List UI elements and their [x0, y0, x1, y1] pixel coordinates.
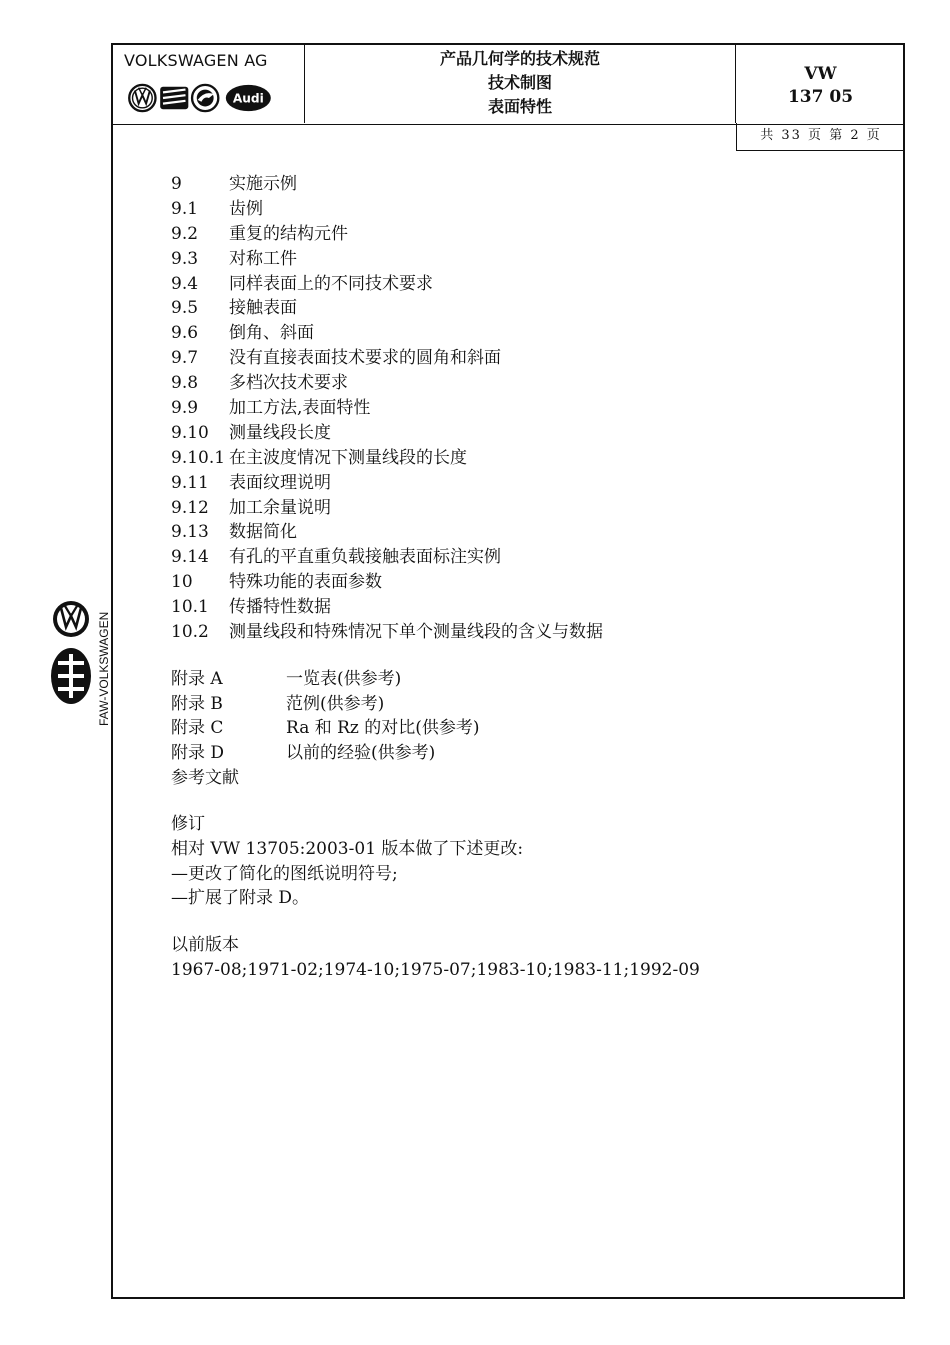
toc-title: 多档次技术要求	[229, 373, 348, 394]
revision-line: —更改了简化的图纸说明符号;	[171, 863, 398, 884]
toc-title: 特殊功能的表面参数	[229, 572, 382, 593]
toc-title: 加工方法,表面特性	[229, 398, 371, 419]
toc-title: 齿例	[229, 198, 263, 219]
bibliography-entry	[171, 766, 700, 791]
toc-title: 没有直接表面技术要求的圆角和斜面	[229, 348, 501, 369]
toc-title: 接触表面	[229, 298, 297, 319]
toc-title: 有孔的平直重负载接触表面标注实例	[229, 547, 501, 568]
toc-entry	[171, 421, 700, 446]
company-name: VOLKSWAGEN AG	[124, 51, 268, 70]
previous-editions-heading: 以前版本	[171, 935, 239, 956]
toc-entry	[171, 620, 700, 645]
title-block	[113, 45, 903, 125]
annex-list	[171, 667, 700, 790]
toc-entry	[171, 396, 700, 421]
toc-number: 9.6	[171, 323, 199, 344]
revision-line: —扩展了附录 D。	[171, 888, 310, 909]
revision-line: 相对 VW 13705:2003-01 版本做了下述更改:	[171, 839, 524, 860]
toc-entry	[171, 172, 700, 197]
title-line: 产品几何学的技术规范	[439, 49, 600, 68]
toc-number: 9	[171, 174, 182, 194]
toc-number: 9.9	[171, 398, 199, 419]
toc-title: 同样表面上的不同技术要求	[229, 273, 433, 294]
toc-number: 9.4	[171, 273, 199, 294]
revision-heading: 修订	[171, 814, 205, 835]
doc-number: 137 05	[787, 87, 854, 107]
toc-number: 9.14	[171, 547, 209, 568]
page-counter: 共 33 页 第 2 页	[736, 123, 905, 151]
toc-number: 9.10.1	[171, 447, 226, 468]
toc-entry	[171, 371, 700, 396]
toc-entry	[171, 296, 700, 321]
toc-number: 9.10	[171, 422, 209, 443]
toc-entry	[171, 321, 700, 346]
toc-title: 传播特性数据	[229, 597, 331, 618]
annex-entry	[171, 692, 700, 717]
svg-text:Audi: Audi	[232, 91, 264, 106]
document-number-cell	[736, 45, 905, 123]
toc-entry	[171, 496, 700, 521]
bibliography-title: 参考文献	[171, 767, 239, 788]
annex-label: 附录 D	[171, 742, 225, 763]
toc-number: 9.3	[171, 248, 199, 269]
toc-entry	[171, 197, 700, 222]
toc-number: 10	[171, 572, 193, 593]
toc-title: 表面纹理说明	[229, 472, 331, 493]
toc-number: 9.1	[171, 198, 199, 219]
toc-title: 加工余量说明	[229, 497, 331, 518]
annex-title: 以前的经验(供参考)	[286, 742, 436, 763]
toc-title: 测量线段和特殊情况下单个测量线段的含义与数据	[229, 622, 603, 643]
faw-volkswagen-logo	[44, 594, 114, 734]
annex-entry	[171, 667, 700, 692]
audi-logo	[226, 85, 271, 111]
toc-entry	[171, 471, 700, 496]
toc-entry	[171, 346, 700, 371]
toc-entry	[171, 570, 700, 595]
annex-label: 附录 B	[171, 693, 223, 714]
toc-title: 在主波度情况下测量线段的长度	[229, 447, 467, 468]
revision-section	[171, 812, 700, 911]
toc-number: 9.2	[171, 223, 199, 244]
toc-entry	[171, 222, 700, 247]
annex-title: 范例(供参考)	[286, 693, 385, 714]
toc-number: 10.2	[171, 622, 209, 643]
faw-side-logo	[51, 648, 91, 704]
table-of-contents	[171, 172, 700, 645]
toc-entry	[171, 247, 700, 272]
seat-logo	[160, 87, 188, 110]
toc-title: 测量线段长度	[229, 422, 331, 443]
title-line: 表面特性	[487, 97, 552, 116]
toc-number: 9.5	[171, 298, 199, 319]
annex-title: 一览表(供参考)	[286, 668, 402, 689]
annex-label: 附录 C	[171, 718, 224, 739]
toc-number: 9.13	[171, 522, 209, 543]
document-title	[305, 45, 736, 123]
annex-entry	[171, 741, 700, 766]
annex-label: 附录 A	[171, 668, 223, 689]
toc-entry	[171, 520, 700, 545]
toc-title: 倒角、斜面	[229, 323, 314, 344]
toc-number: 9.11	[171, 472, 209, 493]
vw-logo	[129, 85, 155, 111]
document-body	[171, 172, 700, 982]
annex-title: Ra 和 Rz 的对比(供参考)	[286, 718, 480, 739]
toc-entry	[171, 545, 700, 570]
toc-number: 10.1	[171, 597, 209, 618]
previous-editions-list: 1967-08;1971-02;1974-10;1975-07;1983-10;1983-11;1992-09	[171, 959, 700, 980]
side-brand-text: FAW-VOLKSWAGEN	[97, 611, 111, 726]
skoda-logo	[192, 85, 218, 111]
toc-title: 数据简化	[229, 522, 297, 543]
toc-title: 对称工件	[229, 248, 297, 269]
toc-entry	[171, 272, 700, 297]
toc-number: 9.12	[171, 497, 209, 518]
toc-title: 实施示例	[229, 174, 297, 194]
company-cell	[113, 45, 305, 123]
previous-editions-section	[171, 933, 700, 982]
toc-number: 9.8	[171, 373, 199, 394]
annex-entry	[171, 716, 700, 741]
toc-title: 重复的结构元件	[229, 223, 348, 244]
title-line: 技术制图	[487, 73, 552, 92]
doc-prefix: VW	[804, 64, 837, 84]
brand-logos	[123, 83, 293, 113]
toc-entry	[171, 595, 700, 620]
toc-number: 9.7	[171, 348, 199, 369]
vw-side-logo	[53, 601, 89, 637]
toc-entry	[171, 446, 700, 471]
